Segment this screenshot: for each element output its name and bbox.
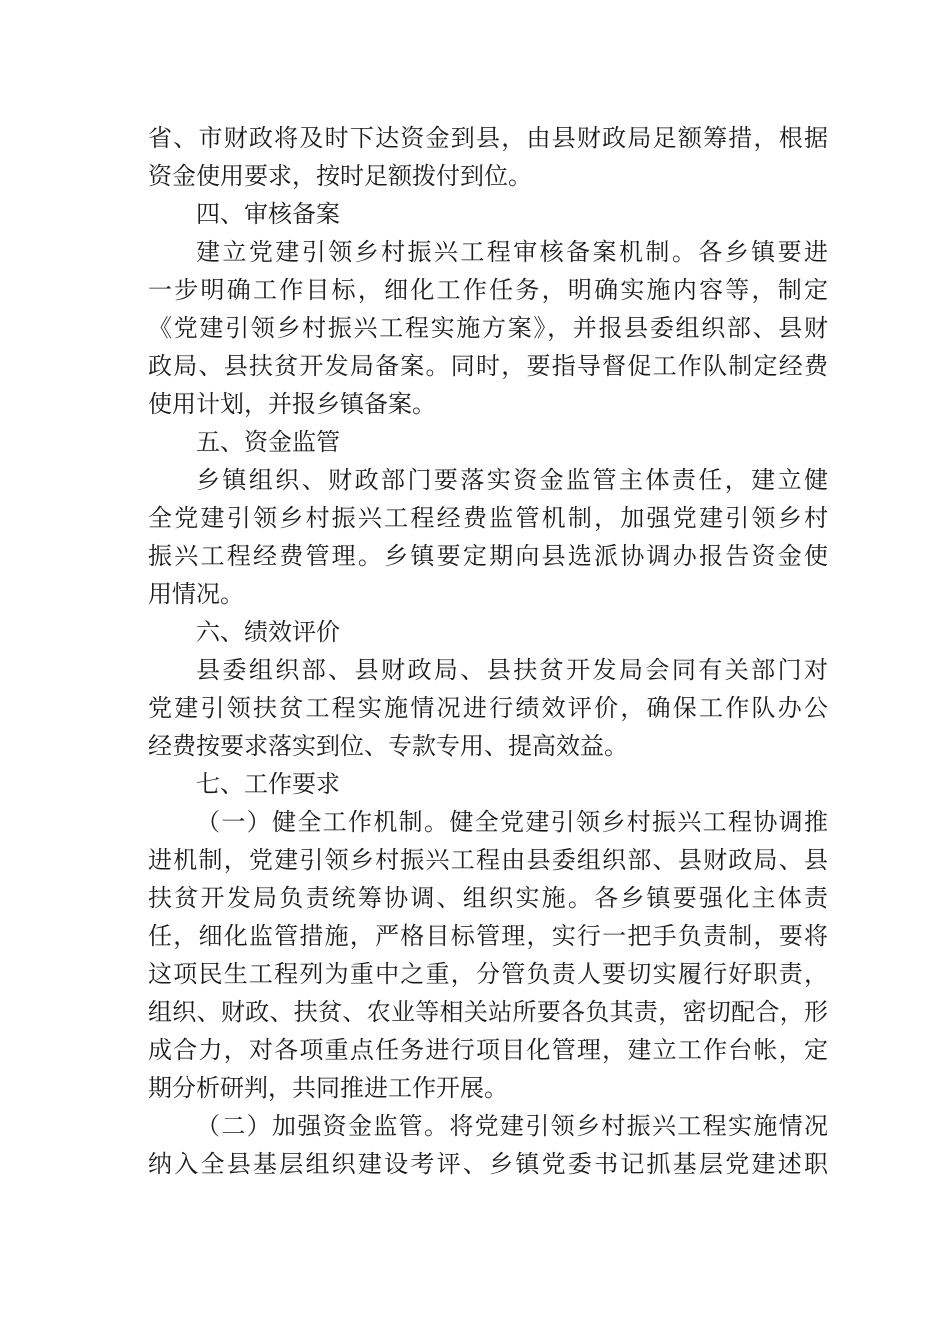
body-text-line: 县委组织部、县财政局、县扶贫开发局会同有关部门对 [196, 656, 828, 684]
body-text-line: 资金使用要求，按时足额拨付到位。 [148, 162, 532, 190]
section-heading-7: 七、工作要求 [196, 770, 340, 798]
body-text-line: 进机制，党建引领乡村振兴工程由县委组织部、县财政局、县 [148, 846, 828, 874]
body-text-line: 用情况。 [148, 580, 244, 608]
body-text-line: 纳入全县基层组织建设考评、乡镇党委书记抓基层党建述职 [148, 1150, 828, 1178]
body-text-line: 扶贫开发局负责统筹协调、组织实施。各乡镇要强化主体责 [148, 884, 828, 912]
body-text-line: 这项民生工程列为重中之重，分管负责人要切实履行好职责， [148, 960, 828, 988]
body-text-line: 期分析研判，共同推进工作开展。 [148, 1074, 508, 1102]
section-heading-6: 六、绩效评价 [196, 618, 340, 646]
body-text-line: 经费按要求落实到位、专款专用、提高效益。 [148, 732, 628, 760]
body-text-line: （一）健全工作机制。健全党建引领乡村振兴工程协调推 [196, 808, 828, 836]
body-text-line: 乡镇组织、财政部门要落实资金监管主体责任，建立健 [196, 466, 828, 494]
body-text-line: 省、市财政将及时下达资金到县，由县财政局足额筹措，根据 [148, 124, 828, 152]
body-text-line: 使用计划，并报乡镇备案。 [148, 390, 436, 418]
body-text-line: 组织、财政、扶贫、农业等相关站所要各负其责，密切配合，形 [148, 998, 828, 1026]
section-heading-5: 五、资金监管 [196, 428, 340, 456]
body-text-line: 党建引领扶贫工程实施情况进行绩效评价，确保工作队办公 [148, 694, 828, 722]
body-text-line: 《党建引领乡村振兴工程实施方案》，并报县委组织部、县财 [148, 314, 828, 342]
body-text-line: 任，细化监管措施，严格目标管理，实行一把手负责制，要将 [148, 922, 828, 950]
body-text-line: 振兴工程经费管理。乡镇要定期向县选派协调办报告资金使 [148, 542, 828, 570]
body-text-line: 政局、县扶贫开发局备案。同时，要指导督促工作队制定经费 [148, 352, 828, 380]
body-text-line: 一步明确工作目标，细化工作任务，明确实施内容等，制定 [148, 276, 828, 304]
body-text-line: （二）加强资金监管。将党建引领乡村振兴工程实施情况 [196, 1112, 828, 1140]
body-text-line: 建立党建引领乡村振兴工程审核备案机制。各乡镇要进 [196, 238, 828, 266]
body-text-line: 成合力，对各项重点任务进行项目化管理，建立工作台帐，定 [148, 1036, 828, 1064]
body-text-line: 全党建引领乡村振兴工程经费监管机制，加强党建引领乡村 [148, 504, 828, 532]
section-heading-4: 四、审核备案 [196, 200, 340, 228]
